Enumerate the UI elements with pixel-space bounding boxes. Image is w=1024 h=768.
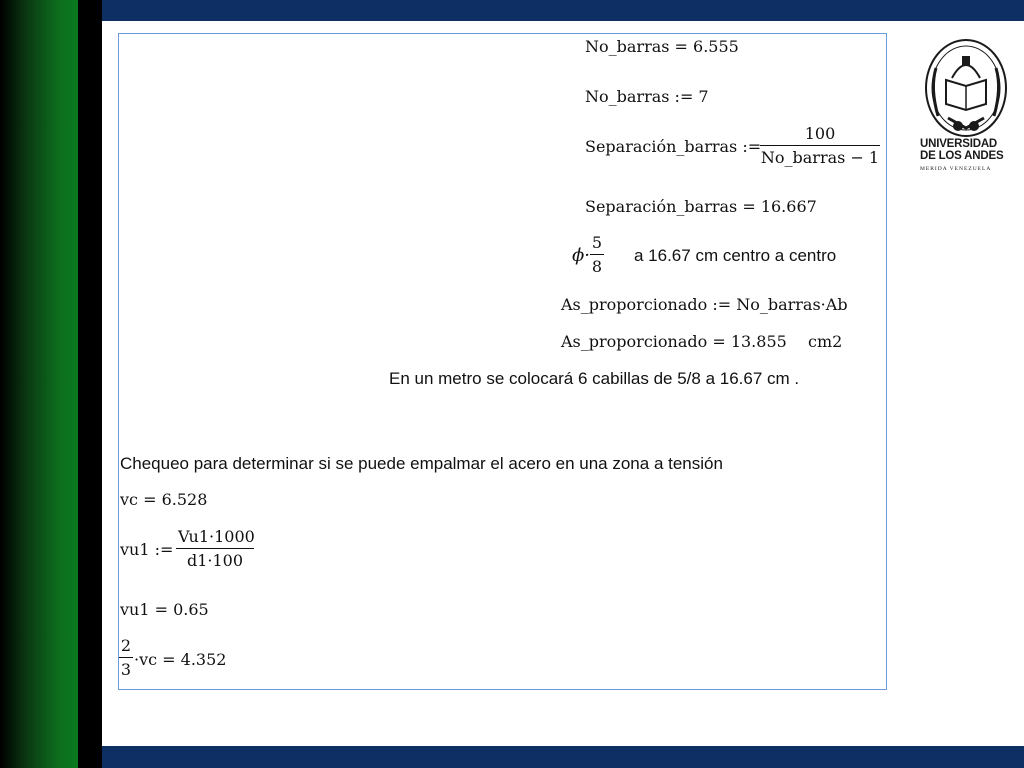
phi-denominator: 8 — [591, 257, 603, 276]
top-bar — [102, 0, 1024, 21]
phi-numerator: 5 — [591, 233, 603, 252]
separacion-fraction — [760, 124, 880, 167]
vc-result: vc = 6.528 — [120, 490, 208, 509]
phi-description: a 16.67 cm centro a centro — [634, 246, 837, 265]
as-proporcionado-unit: cm2 — [808, 332, 843, 351]
university-name-line1: UNIVERSIDAD — [920, 138, 998, 150]
as-proporcionado-assign: As_proporcionado := No_barras·Ab — [561, 295, 848, 314]
phi-symbol: ϕ· — [572, 245, 590, 266]
vu1-assign-lhs: vu1 := — [120, 540, 174, 559]
vu1-denominator: d1·100 — [186, 551, 244, 570]
two-thirds-vc-result: ·vc = 4.352 — [134, 650, 227, 669]
separacion-numerator: 100 — [804, 124, 836, 143]
vu1-fraction — [176, 527, 254, 570]
university-name-line2: DE LOS ANDES — [920, 150, 1004, 162]
side-gradient-bar — [0, 0, 78, 768]
no-barras-assign: No_barras := 7 — [585, 87, 709, 106]
vu1-result: vu1 = 0.65 — [120, 600, 209, 619]
vu1-numerator: Vu1·1000 — [178, 527, 255, 546]
no-barras-result: No_barras = 6.555 — [585, 37, 739, 56]
check-heading: Chequeo para determinar si se puede empalmar el acero en una zona a tensión — [120, 454, 723, 473]
phi-fraction — [590, 233, 604, 276]
separacion-assign-lhs: Separación_barras := — [585, 137, 762, 156]
separacion-denominator: No_barras − 1 — [760, 148, 880, 167]
separacion-result: Separación_barras = 16.667 — [585, 197, 817, 216]
bottom-bar — [102, 746, 1024, 768]
summary-sentence: En un metro se colocará 6 cabillas de 5/8 a 16.67 cm . — [389, 369, 800, 388]
side-black-strip — [78, 0, 102, 768]
university-location: MERIDA VENEZUELA — [920, 166, 992, 172]
as-proporcionado-result: As_proporcionado = 13.855 — [561, 332, 787, 351]
university-name — [920, 138, 1020, 175]
two-thirds-denominator: 3 — [120, 660, 132, 679]
two-thirds-numerator: 2 — [120, 636, 132, 655]
two-thirds-fraction — [119, 636, 133, 679]
